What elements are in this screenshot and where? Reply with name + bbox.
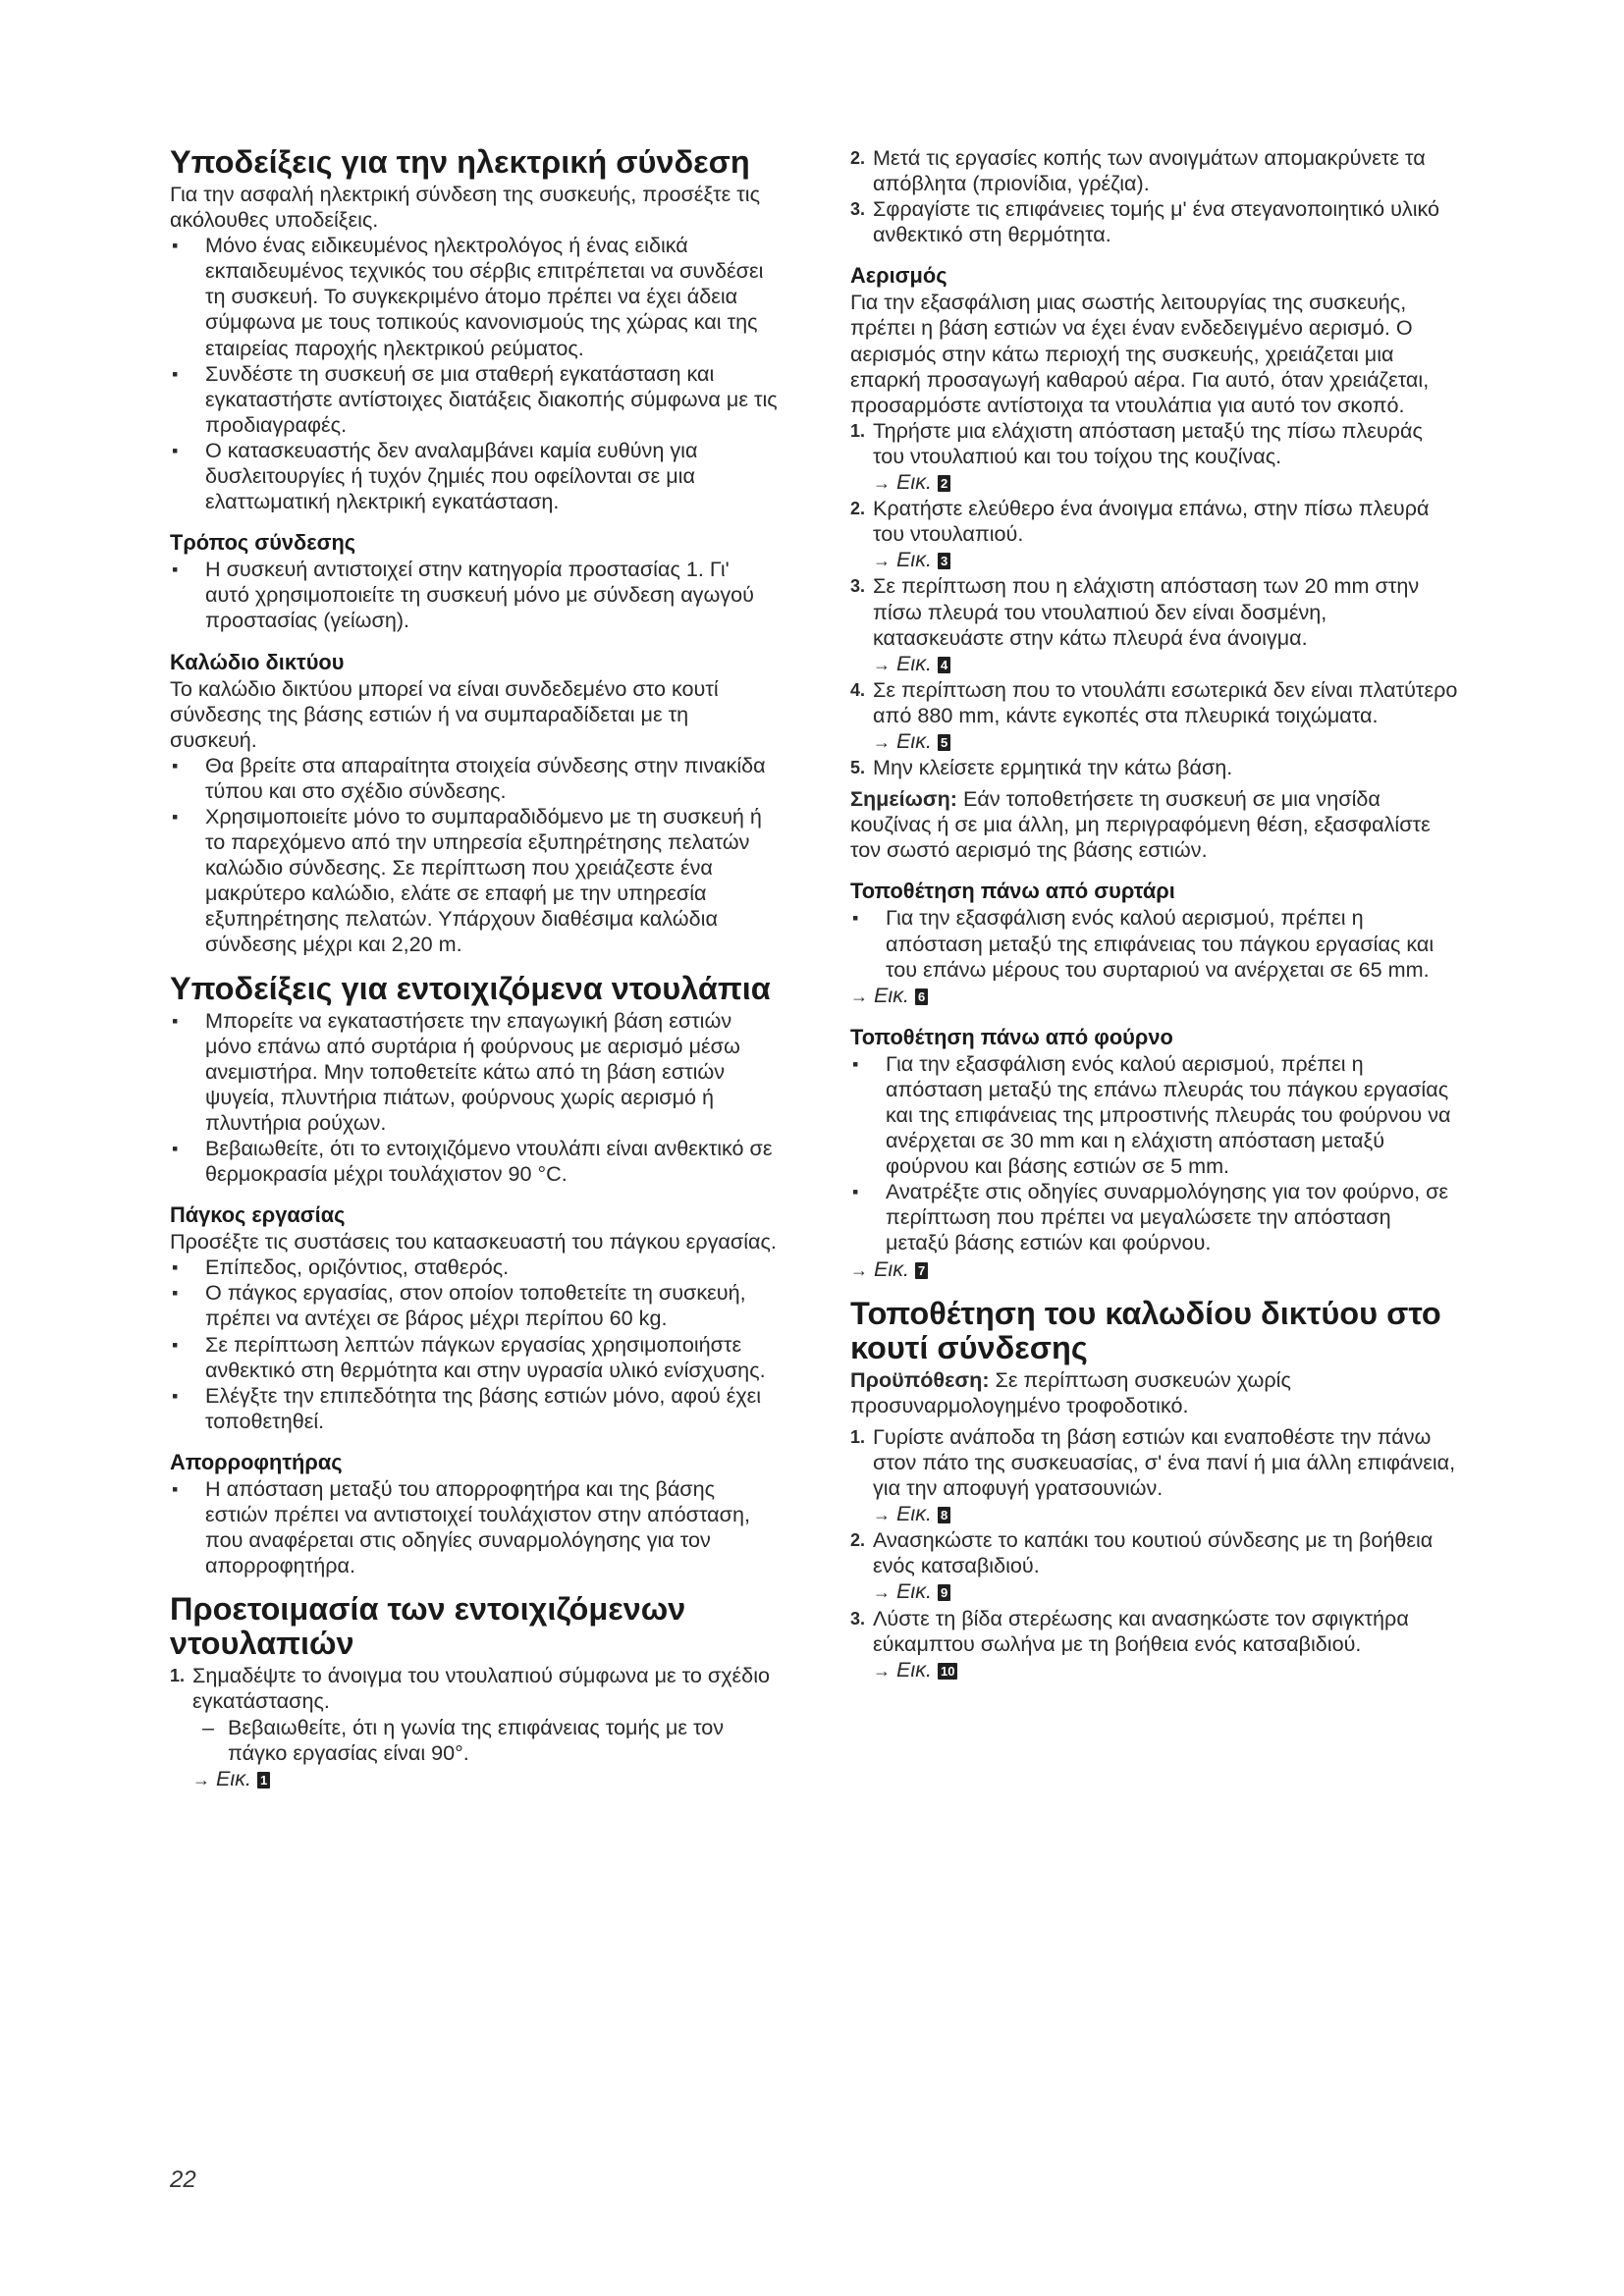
step-number: 5.	[850, 758, 866, 778]
worktop-intro: Προσέξτε τις συστάσεις του κατασκευαστή του πάγκου εργασίας.	[170, 1229, 777, 1255]
figure-reference: → Εικ. 1	[192, 1766, 779, 1792]
bullet-item: ▪ Θα βρείτε στα απαραίτητα στοιχεία σύνδεσης στην πινακίδα τύπου και στο σχέδιο σύνδεσης.	[170, 753, 779, 804]
bullet-item: ▪ Σε περίπτωση λεπτών πάγκων εργασίας χρησιμοποιήστε ανθεκτικό στη θερμότητα και στην υγρασία υλικό ενίσχυσης.	[170, 1332, 779, 1383]
bullet-item: ▪ Βεβαιωθείτε, ότι το εντοιχιζόμενο ντουλάπι είναι ανθεκτικό σε θερμοκρασία μέχρι τουλάχιστον 90 °C.	[170, 1136, 779, 1187]
figure-badge: 8	[938, 1507, 950, 1523]
arrow-right-icon: →	[873, 1505, 891, 1525]
step-item	[850, 1606, 1459, 1683]
figure-reference: → Εικ. 8	[873, 1501, 1459, 1527]
step-item	[850, 496, 1459, 573]
figure-reference: → Εικ. 7	[850, 1256, 1459, 1283]
bullet-item: ▪ Ο κατασκευαστής δεν αναλαμβάνει καμία ευθύνη για δυσλειτουργίες ή τυχόν ζημιές που οφείλονται σε μια ελαττωματική ηλεκτρική εγκατάσταση.	[170, 438, 779, 514]
step-text: Τηρήστε μια ελάχιστη απόσταση μεταξύ της πίσω πλευράς του ντουλαπιού και του τοίχου της κουζίνας.	[873, 417, 1423, 468]
figure-reference: → Εικ. 4	[873, 651, 1459, 677]
subsection-title-hood: Απορροφητήρας	[170, 1449, 343, 1474]
bullet-item: ▪ Η απόσταση μεταξύ του απορροφητήρα και της βάσης εστιών πρέπει να αντιστοιχεί τουλάχιστον στην απόσταση, που αναφέρεται στις οδηγίες συναρμολόγησης για τον απορροφητήρα.	[170, 1476, 779, 1578]
step-number: 3.	[850, 576, 866, 597]
cabinet-prep-steps-continued	[850, 145, 1459, 247]
arrow-right-icon: →	[850, 986, 868, 1006]
step-text: Κρατήστε ελεύθερο ένα άνοιγμα επάνω, στην πίσω πλευρά του ντουλαπιού.	[873, 496, 1430, 547]
bullet-item: ▪ Χρησιμοποιείτε μόνο το συμπαραδιδόμενο με τη συσκευή ή το παρεχόμενο από την υπηρεσία εξυπηρέτησης πελατών καλώδιο σύνδεσης. Σε περίπτωση που χρειάζεστε ένα μακρύτερο καλώδιο, ελάτε σε επαφή με την υπηρεσία εξυπηρέτησης πελατών. Υπάρχουν διαθέσιμα καλώδια σύνδεσης μέχρι και 2,20 m.	[170, 804, 779, 958]
step-item	[170, 1663, 779, 1791]
installation-prerequisite	[850, 1367, 1459, 1418]
prerequisite-label: Προϋπόθεση:	[850, 1366, 990, 1392]
power-cable-intro: Το καλώδιο δικτύου μπορεί να είναι συνδεδεμένο στο κουτί σύνδεσης της βάσης εστιών ή να συμπαραδίδεται με τη συσκευή.	[170, 675, 719, 752]
arrow-right-icon: →	[873, 473, 891, 494]
step-number: 3.	[850, 1608, 866, 1629]
prerequisite-text: Σε περίπτωση συσκευών χωρίς προσυναρμολογημένο τροφοδοτικό.	[850, 1366, 1291, 1417]
step-number: 2.	[850, 1530, 866, 1551]
figure-badge: 6	[915, 988, 928, 1005]
step-text: Μετά τις εργασίες κοπής των ανοιγμάτων απομακρύνετε τα απόβλητα (πριονίδια, γρέζια).	[873, 145, 1426, 196]
note-text: Εάν τοποθετήσετε τη συσκευή σε μια νησίδα κουζίνας ή σε μια άλλη, μη περιγραφόμενη θέση, εξασφαλίστε τον σωστό αερισμό της βάσης εστιών.	[850, 786, 1431, 863]
step-text: Ανασηκώστε το καπάκι του κουτιού σύνδεσης με τη βοήθεια ενός κατσαβιδιού.	[873, 1527, 1434, 1578]
step-item	[850, 573, 1459, 676]
electrical-intro: Για την ασφαλή ηλεκτρική σύνδεση της συσκευής, προσέξτε τις ακόλουθες υποδείξεις.	[170, 182, 761, 233]
figure-badge: 5	[938, 734, 950, 751]
bullet-item: ▪ Επίπεδος, οριζόντιος, σταθερός.	[170, 1255, 779, 1280]
step-item	[850, 418, 1459, 496]
figure-badge: 3	[938, 553, 950, 569]
figure-badge: 10	[938, 1663, 957, 1680]
power-cable-bullets	[170, 753, 779, 958]
step-text: Σφραγίστε τις επιφάνειες τομής μ' ένα στεγανοποιητικό υλικό ανθεκτικό στη θερμότητα.	[873, 196, 1440, 247]
arrow-right-icon: →	[873, 1582, 891, 1603]
arrow-right-icon: →	[850, 1259, 868, 1280]
note-label: Σημείωση:	[850, 786, 958, 812]
section-title-cabinet-prep: Προετοιμασία των εντοιχιζόμενων ντουλαπιών	[170, 1591, 686, 1662]
built-in-bullets	[170, 1008, 779, 1188]
subsection-title-worktop: Πάγκος εργασίας	[170, 1202, 346, 1228]
right-column	[850, 145, 1459, 1683]
step-text: Σημαδέψτε το άνοιγμα του ντουλαπιού σύμφωνα με το σχέδιο εγκατάστασης.	[192, 1663, 771, 1714]
subsection-title-power-cable: Καλώδιο δικτύου	[170, 649, 345, 674]
bullet-item: ▪ Η συσκευή αντιστοιχεί στην κατηγορία προστασίας 1. Γι' αυτό χρησιμοποιείτε τη συσκευή μόνο με σύνδεση αγωγού προστασίας (γείωση).	[170, 557, 779, 633]
bullet-item: ▪ Ελέγξτε την επιπεδότητα της βάσης εστιών μόνο, αφού έχει τοποθετηθεί.	[170, 1383, 779, 1434]
figure-badge: 4	[938, 657, 950, 673]
step-number: 1.	[850, 420, 866, 441]
cabinet-prep-steps	[170, 1663, 779, 1791]
subsection-title-above-drawer: Τοποθέτηση πάνω από συρτάρι	[850, 879, 1175, 904]
subsection-title-above-oven: Τοποθέτηση πάνω από φούρνο	[850, 1024, 1173, 1049]
arrow-right-icon: →	[192, 1769, 210, 1789]
figure-badge: 1	[257, 1772, 270, 1789]
figure-reference: → Εικ. 5	[873, 728, 1459, 755]
step-number: 3.	[850, 199, 866, 220]
bullet-item: ▪ Μπορείτε να εγκαταστήσετε την επαγωγική βάση εστιών μόνο επάνω από συρτάρια ή φούρνους με αερισμό μέσω ανεμιστήρα. Μην τοποθετείτε κάτω από τη βάση εστιών ψυγεία, πλυντήρια πιάτων, φούρνους χωρίς αερισμό ή πλυντήρια ρούχων.	[170, 1008, 779, 1136]
step-number: 4.	[850, 679, 866, 700]
step-item	[850, 1527, 1459, 1605]
step-sub-item: – Βεβαιωθείτε, ότι η γωνία της επιφάνειας τομής με τον πάγκο εργασίας είναι 90°.	[192, 1715, 779, 1766]
section-title-cable-installation: Τοποθέτηση του καλωδίου δικτύου στο κουτί σύνδεσης	[850, 1295, 1441, 1365]
step-item	[850, 1424, 1459, 1527]
figure-badge: 7	[915, 1262, 928, 1279]
step-text: Λύστε τη βίδα στερέωσης και ανασηκώστε τον σφιγκτήρα εύκαμπτου σωλήνα με τη βοήθεια ενός κατσαβιδιού.	[873, 1605, 1409, 1656]
step-number: 1.	[170, 1666, 186, 1686]
figure-reference: → Εικ. 6	[850, 983, 1459, 1009]
left-column	[170, 145, 779, 1792]
bullet-item: ▪ Ο πάγκος εργασίας, στον οποίον τοποθετείτε τη συσκευή, πρέπει να αντέχει σε βάρος μέχρι περίπου 60 kg.	[170, 1280, 779, 1331]
figure-reference: → Εικ. 3	[873, 547, 1459, 573]
ventilation-steps	[850, 418, 1459, 780]
arrow-right-icon: →	[873, 1660, 891, 1681]
cable-installation-steps	[850, 1424, 1459, 1683]
step-text: Σε περίπτωση που το ντουλάπι εσωτερικά δεν είναι πλατύτερο από 880 mm, κάντε εγκοπές στα πλευρικά τοιχώματα.	[873, 676, 1458, 727]
figure-badge: 2	[938, 475, 950, 492]
step-number: 2.	[850, 499, 866, 519]
arrow-right-icon: →	[873, 731, 891, 752]
step-item	[850, 677, 1459, 755]
step-item	[850, 196, 1459, 247]
step-text: Μην κλείσετε ερμητικά την κάτω βάση.	[873, 755, 1233, 780]
section-title-built-in-units: Υποδείξεις για εντοιχιζόμενα ντουλάπια	[170, 970, 771, 1006]
step-sub-list	[192, 1715, 779, 1766]
step-number: 1.	[850, 1426, 866, 1447]
bullet-item: ▪ Για την εξασφάλιση ενός καλού αερισμού, πρέπει η απόσταση μεταξύ της επιφάνειας του πάγκου εργασίας και του επάνω μέρους του συρταριού να ανέρχεται σε 65 mm.	[850, 905, 1459, 982]
step-item	[850, 145, 1459, 196]
arrow-right-icon: →	[873, 551, 891, 571]
hood-bullets	[170, 1476, 779, 1578]
subsection-title-connection-method: Τρόπος σύνδεσης	[170, 530, 356, 556]
bullet-item: ▪ Συνδέστε τη συσκευή σε μια σταθερή εγκατάσταση και εγκαταστήστε αντίστοιχες διατάξεις διακοπής σύμφωνα με τις προδιαγραφές.	[170, 361, 779, 438]
electrical-bullets	[170, 233, 779, 514]
step-text: Γυρίστε ανάποδα τη βάση εστιών και εναποθέστε την πάνω στον πάτο της συσκευασίας, σ' ένα πανί ή μια άλλη επιφάνεια, για την αποφυγή γρατσουνιών.	[873, 1423, 1456, 1501]
subsection-title-ventilation: Αερισμός	[850, 263, 947, 289]
bullet-item: ▪ Για την εξασφάλιση ενός καλού αερισμού, πρέπει η απόσταση μεταξύ της επάνω πλευράς του πάγκου εργασίας και της επιφάνειας της μπροστινής πλευράς του φούρνου να ανέρχεται σε 30 mm και η ελάχιστη απόσταση μεταξύ φούρνου και βάσης εστιών σε 5 mm.	[850, 1051, 1459, 1179]
connection-method-bullets	[170, 557, 779, 633]
bullet-item: ▪ Ανατρέξτε στις οδηγίες συναρμολόγησης για τον φούρνο, σε περίπτωση που πρέπει να μεγαλώσετε την απόσταση μεταξύ βάσης εστιών και φούρνου.	[850, 1179, 1459, 1255]
figure-badge: 9	[938, 1584, 950, 1601]
ventilation-intro: Για την εξασφάλιση μιας σωστής λειτουργίας της συσκευής, πρέπει η βάση εστιών να έχει έναν ενδεδειγμένο αερισμό. Ο αερισμός στην κάτω περιοχή της συσκευής, χρειάζεται μια επαρκή προσαγωγή καθαρού αέρα. Για αυτό, όταν χρειάζεται, προσαρμόστε αντίστοιχα τα ντουλάπια για αυτό τον σκοπό.	[850, 290, 1430, 417]
step-number: 2.	[850, 148, 866, 168]
page-number: 22	[170, 2166, 196, 2193]
arrow-right-icon: →	[873, 654, 891, 674]
figure-reference: → Εικ. 9	[873, 1578, 1459, 1605]
worktop-bullets	[170, 1255, 779, 1434]
step-item	[850, 755, 1459, 780]
step-text: Σε περίπτωση που η ελάχιστη απόσταση των 20 mm στην πίσω πλευρά του ντουλαπιού δεν είναι δοσμένη, κατασκευάστε στην κάτω πλευρά ένα άνοιγμα.	[873, 573, 1420, 650]
figure-reference: → Εικ. 2	[873, 469, 1459, 496]
above-drawer-bullets	[850, 905, 1459, 982]
section-title-electrical: Υποδείξεις για την ηλεκτρική σύνδεση	[170, 144, 750, 180]
bullet-item: ▪ Μόνο ένας ειδικευμένος ηλεκτρολόγος ή ένας ειδικά εκπαιδευμένος τεχνικός του σέρβις επιτρέπεται να συνδέσει τη συσκευή. Το συγκεκριμένο άτομο πρέπει να έχει άδεια σύμφωνα με τους τοπικούς κανονισμούς της χώρας και της εταιρείας παροχής ηλεκτρικού ρεύματος.	[170, 233, 779, 360]
figure-reference: → Εικ. 10	[873, 1657, 1459, 1683]
above-oven-bullets	[850, 1051, 1459, 1256]
ventilation-note	[850, 786, 1459, 863]
